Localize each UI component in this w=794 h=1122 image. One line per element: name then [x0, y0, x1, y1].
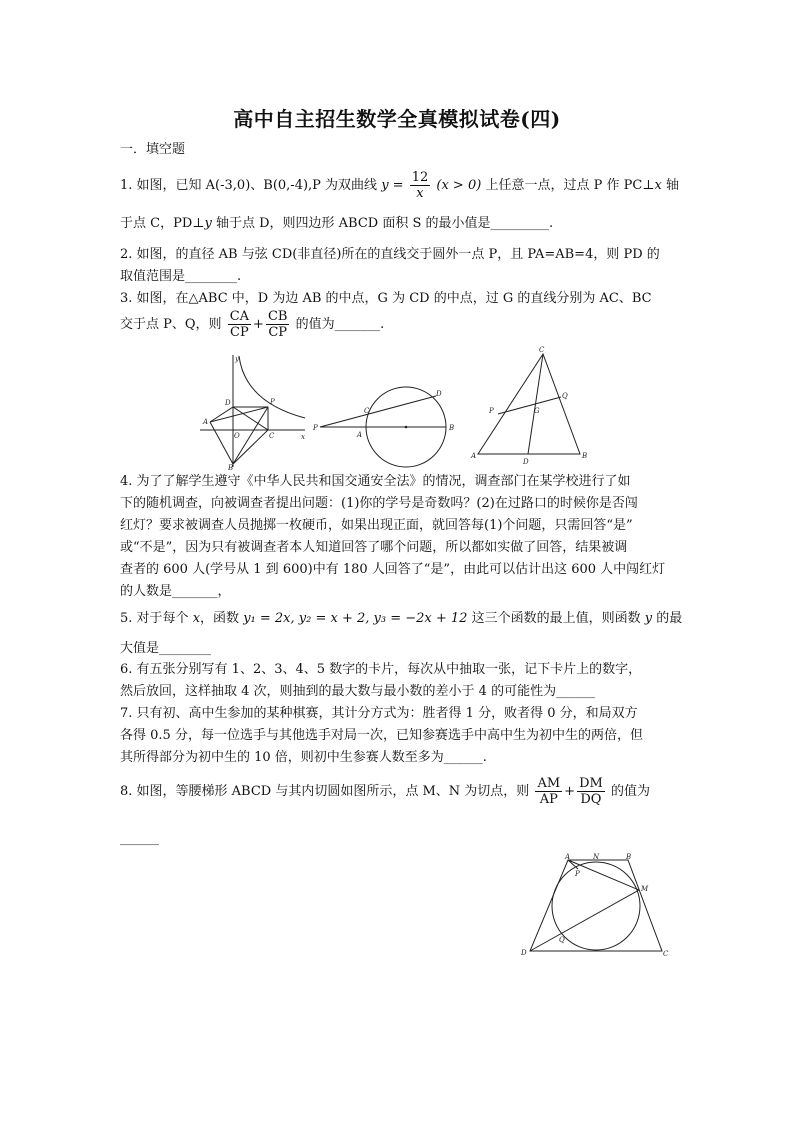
fig4-label-a: A	[565, 853, 571, 861]
fig2-label-d: D	[436, 390, 442, 398]
figure-2-circle	[312, 384, 460, 470]
q1-text-a: 1. 如图，已知 A(-3,0)、B(0,-4),P 为双曲线	[120, 178, 378, 193]
q1-text-c: 轴	[666, 178, 680, 193]
fig4-label-n: N	[593, 853, 600, 861]
q3-fraction-1	[228, 309, 251, 340]
fig4-label-p: P	[575, 870, 580, 878]
q1-condition: (x > 0)	[436, 178, 482, 193]
q5-x: x	[192, 611, 201, 626]
question-4-line-4: 或“不是”，因为只有被调查者本人知道回答了哪个问题，所以都如实做了回答，结果被调	[120, 540, 628, 555]
q1-x: x	[654, 178, 662, 193]
question-6-line-2: 然后放回，这样抽取 4 次，则抽到的最大数与最小数的差小于 4 的可能性为______	[120, 684, 596, 699]
q1-y: y =	[381, 178, 404, 193]
q1-text-b: 上任意一点，过点 P 作 PC⊥	[485, 178, 655, 193]
fig3-label-g: G	[534, 407, 540, 415]
q8-text-a: 8. 如图，等腰梯形 ABCD 与其内切圆如图所示，点 M、N 为切点，则	[120, 784, 530, 799]
fig4-label-d: D	[521, 949, 527, 957]
question-3-line-2	[120, 309, 384, 340]
q3-f1-den: CP	[230, 325, 249, 340]
figure-1-hyperbola	[195, 352, 310, 472]
fig2-label-b: B	[449, 424, 455, 432]
question-6-line-1: 6. 有五张分别写有 1、2、3、4、5 数字的卡片，每次从中抽取一张，记下卡片上的数字，	[120, 662, 642, 677]
q3-text-b: 的值为_______.	[295, 317, 385, 332]
fig3-label-d: D	[523, 458, 529, 466]
fig3-label-p: P	[489, 407, 494, 415]
question-5-line-2: 大值是________	[120, 641, 212, 656]
q5-text-c: 这三个函数的最上值，则函数	[471, 611, 641, 626]
section-heading: 一．填空题	[120, 142, 186, 157]
q5-functions: y₁ = 2x, y₂ = x + 2, y₃ = −2x + 12	[243, 611, 468, 626]
question-7-line-3: 其所得部分为初中生的 10 倍，则初中生参赛人数至多为______.	[120, 750, 487, 765]
fig2-label-p: P	[313, 424, 318, 432]
fig1-label-b: B	[228, 464, 234, 472]
q8-f2-num: DM	[579, 776, 603, 791]
q5-text-d: 的最	[656, 611, 683, 626]
fig2-label-a: A	[357, 431, 363, 439]
figure-3-triangle	[468, 346, 598, 468]
question-7-line-1: 7. 只有初、高中生参加的某种棋赛，其计分方式为：胜者得 1 分，败者得 0 分，和局双方	[120, 706, 638, 721]
line-pq	[498, 397, 561, 414]
hyperbola-curve	[239, 356, 305, 418]
fig4-label-b: B	[626, 853, 632, 861]
q3-fraction-2	[266, 309, 290, 340]
q5-text-a: 5. 对于每个	[120, 611, 189, 626]
question-8-line-1	[120, 776, 650, 807]
q1-line2-a: 于点 C，PD⊥	[120, 216, 205, 231]
question-8-line-2: ______	[120, 831, 159, 846]
q8-fraction-2	[577, 776, 605, 807]
q1-fraction	[410, 170, 431, 201]
q5-text-b: ，函数	[200, 611, 240, 626]
incircle	[552, 862, 640, 950]
secant-line	[320, 396, 436, 427]
q8-plus: +	[564, 784, 576, 799]
fig1-label-x: x	[301, 433, 305, 441]
q5-y: y	[644, 611, 653, 626]
fig1-label-c: C	[269, 432, 275, 440]
q1-frac-den: x	[416, 186, 424, 201]
question-4-line-2: 下的随机调查，向被调查者提出问题：(1)你的学号是奇数吗？(2)在过路口的时候你是否闯	[120, 496, 638, 511]
question-4-line-5: 查者的 600 人(学号从 1 到 600)中有 180 人回答了“是”，由此可以估计出这 600 人中闯红灯	[120, 562, 666, 577]
question-4-line-3: 红灯？要求被调查人员抛掷一枚硬币，如果出现正面，就回答每(1)个问题，只需回答“是”	[120, 518, 633, 533]
q3-plus: +	[253, 317, 264, 332]
segment-dm	[530, 890, 639, 951]
fig1-label-o: O	[234, 432, 240, 440]
trapezoid-abcd	[530, 860, 662, 951]
q8-f1-den: AP	[539, 792, 558, 807]
fig2-label-c: C	[364, 407, 370, 415]
fig1-label-y: y	[235, 355, 239, 363]
fig3-label-b: B	[582, 452, 588, 460]
fig1-label-a: A	[203, 418, 209, 426]
q1-frac-num: 12	[411, 170, 429, 185]
question-1-line-1	[120, 170, 679, 201]
fig3-label-c: C	[539, 346, 545, 354]
q8-fraction-1	[535, 776, 562, 807]
circle-center	[405, 426, 408, 429]
fig1-label-p: P	[270, 398, 275, 406]
question-3-line-1: 3. 如图，在△ABC 中，D 为边 AB 的中点，G 为 CD 的中点，过 G 的直线分别为 AC、BC	[120, 291, 652, 306]
fig4-label-c: C	[663, 950, 669, 958]
question-1-line-2	[120, 215, 553, 233]
fig4-label-q: Q	[559, 936, 565, 944]
q1-line2-b: 轴于点 D，则四边形 ABCD 面积 S 的最小值是_________.	[215, 216, 554, 231]
fig3-label-q: Q	[562, 392, 568, 400]
q3-f2-den: CP	[268, 325, 288, 340]
question-5-line-1	[120, 610, 682, 628]
q3-f1-num: CA	[229, 309, 250, 324]
figure-4-trapezoid	[516, 852, 676, 962]
q3-f2-num: CB	[267, 309, 288, 324]
page-title: 高中自主招生数学全真模拟试卷(四)	[233, 107, 561, 131]
question-2-line-2: 取值范围是________.	[120, 269, 242, 284]
question-4-line-6: 的人数是_______，	[120, 584, 231, 599]
fig1-label-d: D	[225, 399, 231, 407]
question-7-line-2: 各得 0.5 分，每一位选手与其他选手对局一次，已知参赛选手中高中生为初中生的两倍，但	[120, 728, 643, 743]
fig4-label-m: M	[641, 885, 649, 893]
question-2-line-1: 2. 如图，的直径 AB 与弦 CD(非直径)所在的直线交于圆外一点 P，且 PA=AB=4，则 PD 的	[120, 247, 660, 262]
triangle-abc	[478, 354, 580, 454]
q8-f1-num: AM	[537, 776, 561, 791]
q3-text-a: 交于点 P、Q，则	[120, 317, 222, 332]
q1-y2: y	[204, 216, 212, 231]
q8-f2-den: DQ	[580, 792, 602, 807]
fig3-label-a: A	[471, 452, 477, 460]
question-4-line-1: 4. 为了了解学生遵守《中华人民共和国交通安全法》的情况，调查部门在某学校进行了如	[120, 474, 631, 489]
q8-text-b: 的值为	[610, 784, 650, 799]
